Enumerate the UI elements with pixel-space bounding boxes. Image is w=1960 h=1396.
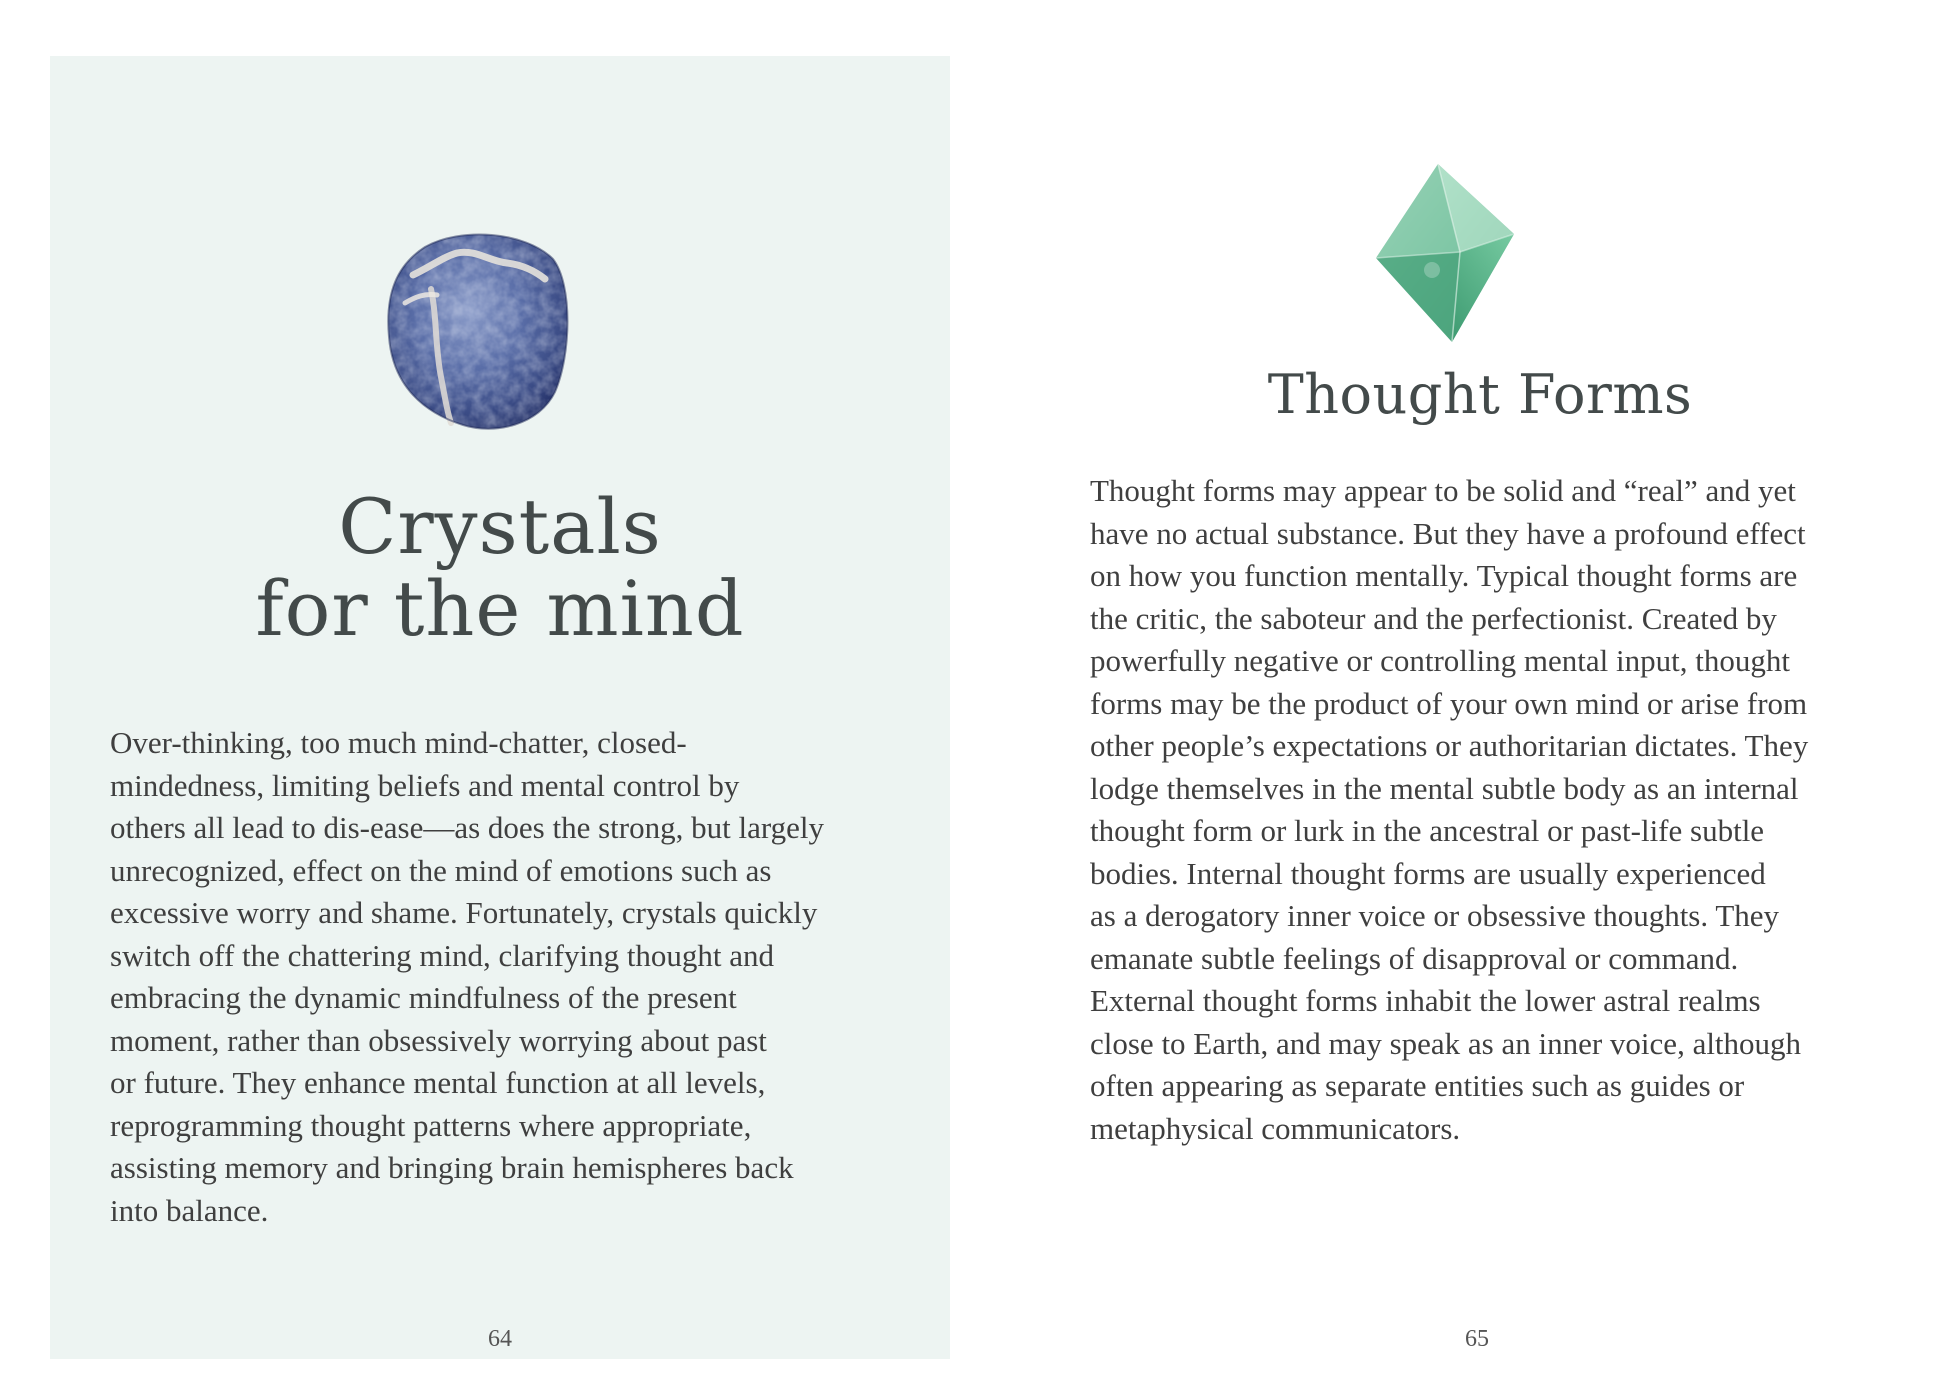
left-title-line-2: for the mind <box>255 564 745 653</box>
right-body-line: often appearing as separate entities such as guides or <box>1090 1068 1745 1103</box>
left-body-line: switch off the chattering mind, clarifying thought and <box>110 937 775 973</box>
right-body-line: emanate subtle feelings of disapproval or command. <box>1090 940 1739 976</box>
right-page-number: 65 <box>1465 1326 1489 1352</box>
right-body-line: on how you function mentally. Typical thought forms are <box>1090 558 1798 593</box>
left-body-line: unrecognized, effect on the mind of emotions such as <box>110 852 772 888</box>
left-title-line-1: Crystals <box>338 482 662 571</box>
right-body-line: lodge themselves in the mental subtle body as an internal <box>1090 770 1799 806</box>
left-body-line: mindedness, limiting beliefs and mental control by <box>110 767 740 803</box>
left-page-body <box>110 722 824 1232</box>
right-body-line: have no actual substance. But they have a profound effect <box>1090 515 1806 551</box>
right-page-title: Thought Forms <box>1267 363 1693 426</box>
left-body-line: into balance. <box>110 1192 269 1228</box>
right-body-line: bodies. Internal thought forms are usually experienced <box>1090 855 1766 891</box>
right-body-line: close to Earth, and may speak as an inner voice, although <box>1090 1025 1802 1061</box>
sodalite-stone-image <box>385 227 570 432</box>
right-body-line: the critic, the saboteur and the perfectionist. Created by <box>1090 600 1777 636</box>
left-page-number: 64 <box>488 1326 512 1352</box>
right-body-line: External thought forms inhabit the lower astral realms <box>1090 983 1761 1018</box>
left-body-line: or future. They enhance mental function at all levels, <box>110 1065 766 1100</box>
left-body-line: others all lead to dis-ease—as does the strong, but largely <box>110 810 824 845</box>
right-body-line: metaphysical communicators. <box>1090 1110 1461 1146</box>
right-page-body <box>1090 470 1808 1150</box>
fluorite-crystal-image <box>1372 160 1520 345</box>
right-body-line: other people’s expectations or authoritarian dictates. They <box>1090 728 1809 763</box>
left-body-line: Over-thinking, too much mind-chatter, closed- <box>110 725 687 760</box>
right-body-line: thought form or lurk in the ancestral or past-life subtle <box>1090 813 1765 848</box>
right-body-line: as a derogatory inner voice or obsessive thoughts. They <box>1090 898 1780 933</box>
left-body-line: moment, rather than obsessively worrying about past <box>110 1022 767 1058</box>
right-body-line: powerfully negative or controlling mental input, thought <box>1090 643 1790 678</box>
left-body-line: reprogramming thought patterns where appropriate, <box>110 1107 752 1143</box>
right-body-line: Thought forms may appear to be solid and “real” and yet <box>1090 473 1796 508</box>
right-body-line: forms may be the product of your own mind or arise from <box>1090 685 1808 721</box>
left-body-line: embracing the dynamic mindfulness of the present <box>110 980 737 1015</box>
left-body-line: excessive worry and shame. Fortunately, crystals quickly <box>110 895 818 930</box>
left-body-line: assisting memory and bringing brain hemispheres back <box>110 1150 794 1185</box>
left-page-title <box>50 482 950 653</box>
